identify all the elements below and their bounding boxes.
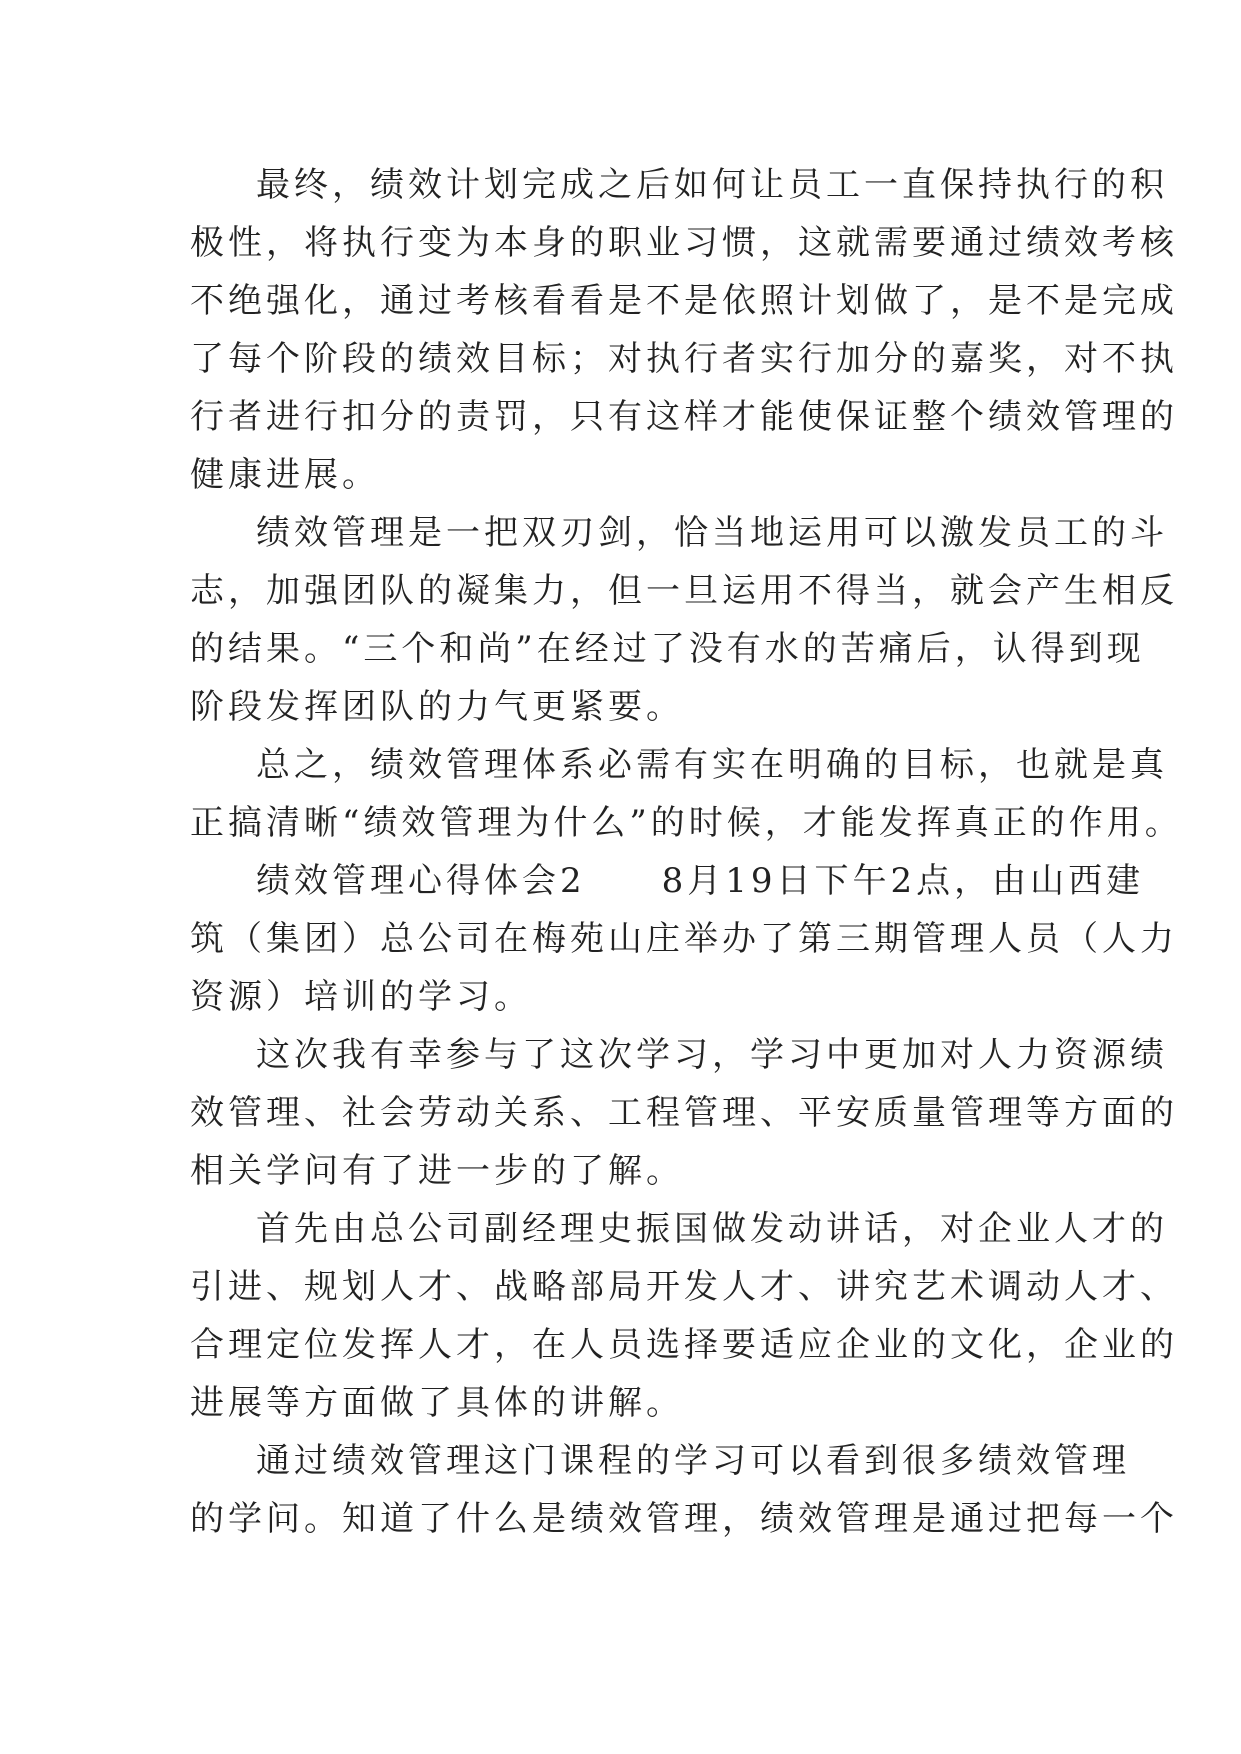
paragraph-line: 绩效管理是一把双刃剑，恰当地运用可以激发员工的斗 <box>256 513 1168 553</box>
paragraph-line: 筑（集团）总公司在梅苑山庄举办了第三期管理人员（人力 <box>190 919 1178 959</box>
paragraph-line: 正搞清晰“绩效管理为什么”的时候，才能发挥真正的作用。 <box>190 803 1183 843</box>
paragraph-line: 行者进行扣分的责罚，只有这样才能使保证整个绩效管理的 <box>190 397 1178 437</box>
paragraph-line: 的学问。知道了什么是绩效管理，绩效管理是通过把每一个 <box>190 1499 1178 1539</box>
paragraph-line: 阶段发挥团队的力气更紧要。 <box>190 687 684 727</box>
paragraph <box>190 504 1178 736</box>
paragraph <box>190 1026 1178 1200</box>
paragraph <box>190 1200 1178 1432</box>
paragraph-line: 绩效管理心得体会2 8月19日下午2点，由山西建 <box>256 861 1145 901</box>
paragraph <box>190 736 1183 852</box>
paragraph-line: 首先由总公司副经理史振国做发动讲话，对企业人才的 <box>256 1209 1168 1249</box>
paragraph-line: 资源）培训的学习。 <box>190 977 532 1017</box>
paragraph-line: 合理定位发挥人才，在人员选择要适应企业的文化，企业的 <box>190 1325 1178 1365</box>
paragraph-line: 进展等方面做了具体的讲解。 <box>190 1383 684 1423</box>
paragraph-line: 通过绩效管理这门课程的学习可以看到很多绩效管理 <box>256 1441 1130 1481</box>
paragraph <box>190 1432 1178 1548</box>
paragraph-line: 引进、规划人才、战略部局开发人才、讲究艺术调动人才、 <box>190 1267 1178 1307</box>
paragraph <box>190 852 1178 1026</box>
paragraph-line: 了每个阶段的绩效目标；对执行者实行加分的嘉奖，对不执 <box>190 339 1178 379</box>
paragraph-line: 极性，将执行变为本身的职业习惯，这就需要通过绩效考核 <box>190 223 1178 263</box>
paragraph-line: 的结果。“三个和尚”在经过了没有水的苦痛后，认得到现 <box>190 629 1145 669</box>
paragraph-line: 效管理、社会劳动关系、工程管理、平安质量管理等方面的 <box>190 1093 1178 1133</box>
paragraph-line: 这次我有幸参与了这次学习，学习中更加对人力资源绩 <box>256 1035 1168 1075</box>
paragraph-line: 志，加强团队的凝集力，但一旦运用不得当，就会产生相反 <box>190 571 1178 611</box>
paragraph-line: 最终，绩效计划完成之后如何让员工一直保持执行的积 <box>256 165 1168 205</box>
paragraph-line: 相关学问有了进一步的了解。 <box>190 1151 684 1191</box>
paragraph-line: 不绝强化，通过考核看看是不是依照计划做了，是不是完成 <box>190 281 1178 321</box>
paragraph <box>190 156 1178 504</box>
paragraph-line: 健康进展。 <box>190 455 380 495</box>
paragraph-line: 总之，绩效管理体系必需有实在明确的目标，也就是真 <box>256 745 1168 785</box>
document-body <box>190 156 1183 1548</box>
